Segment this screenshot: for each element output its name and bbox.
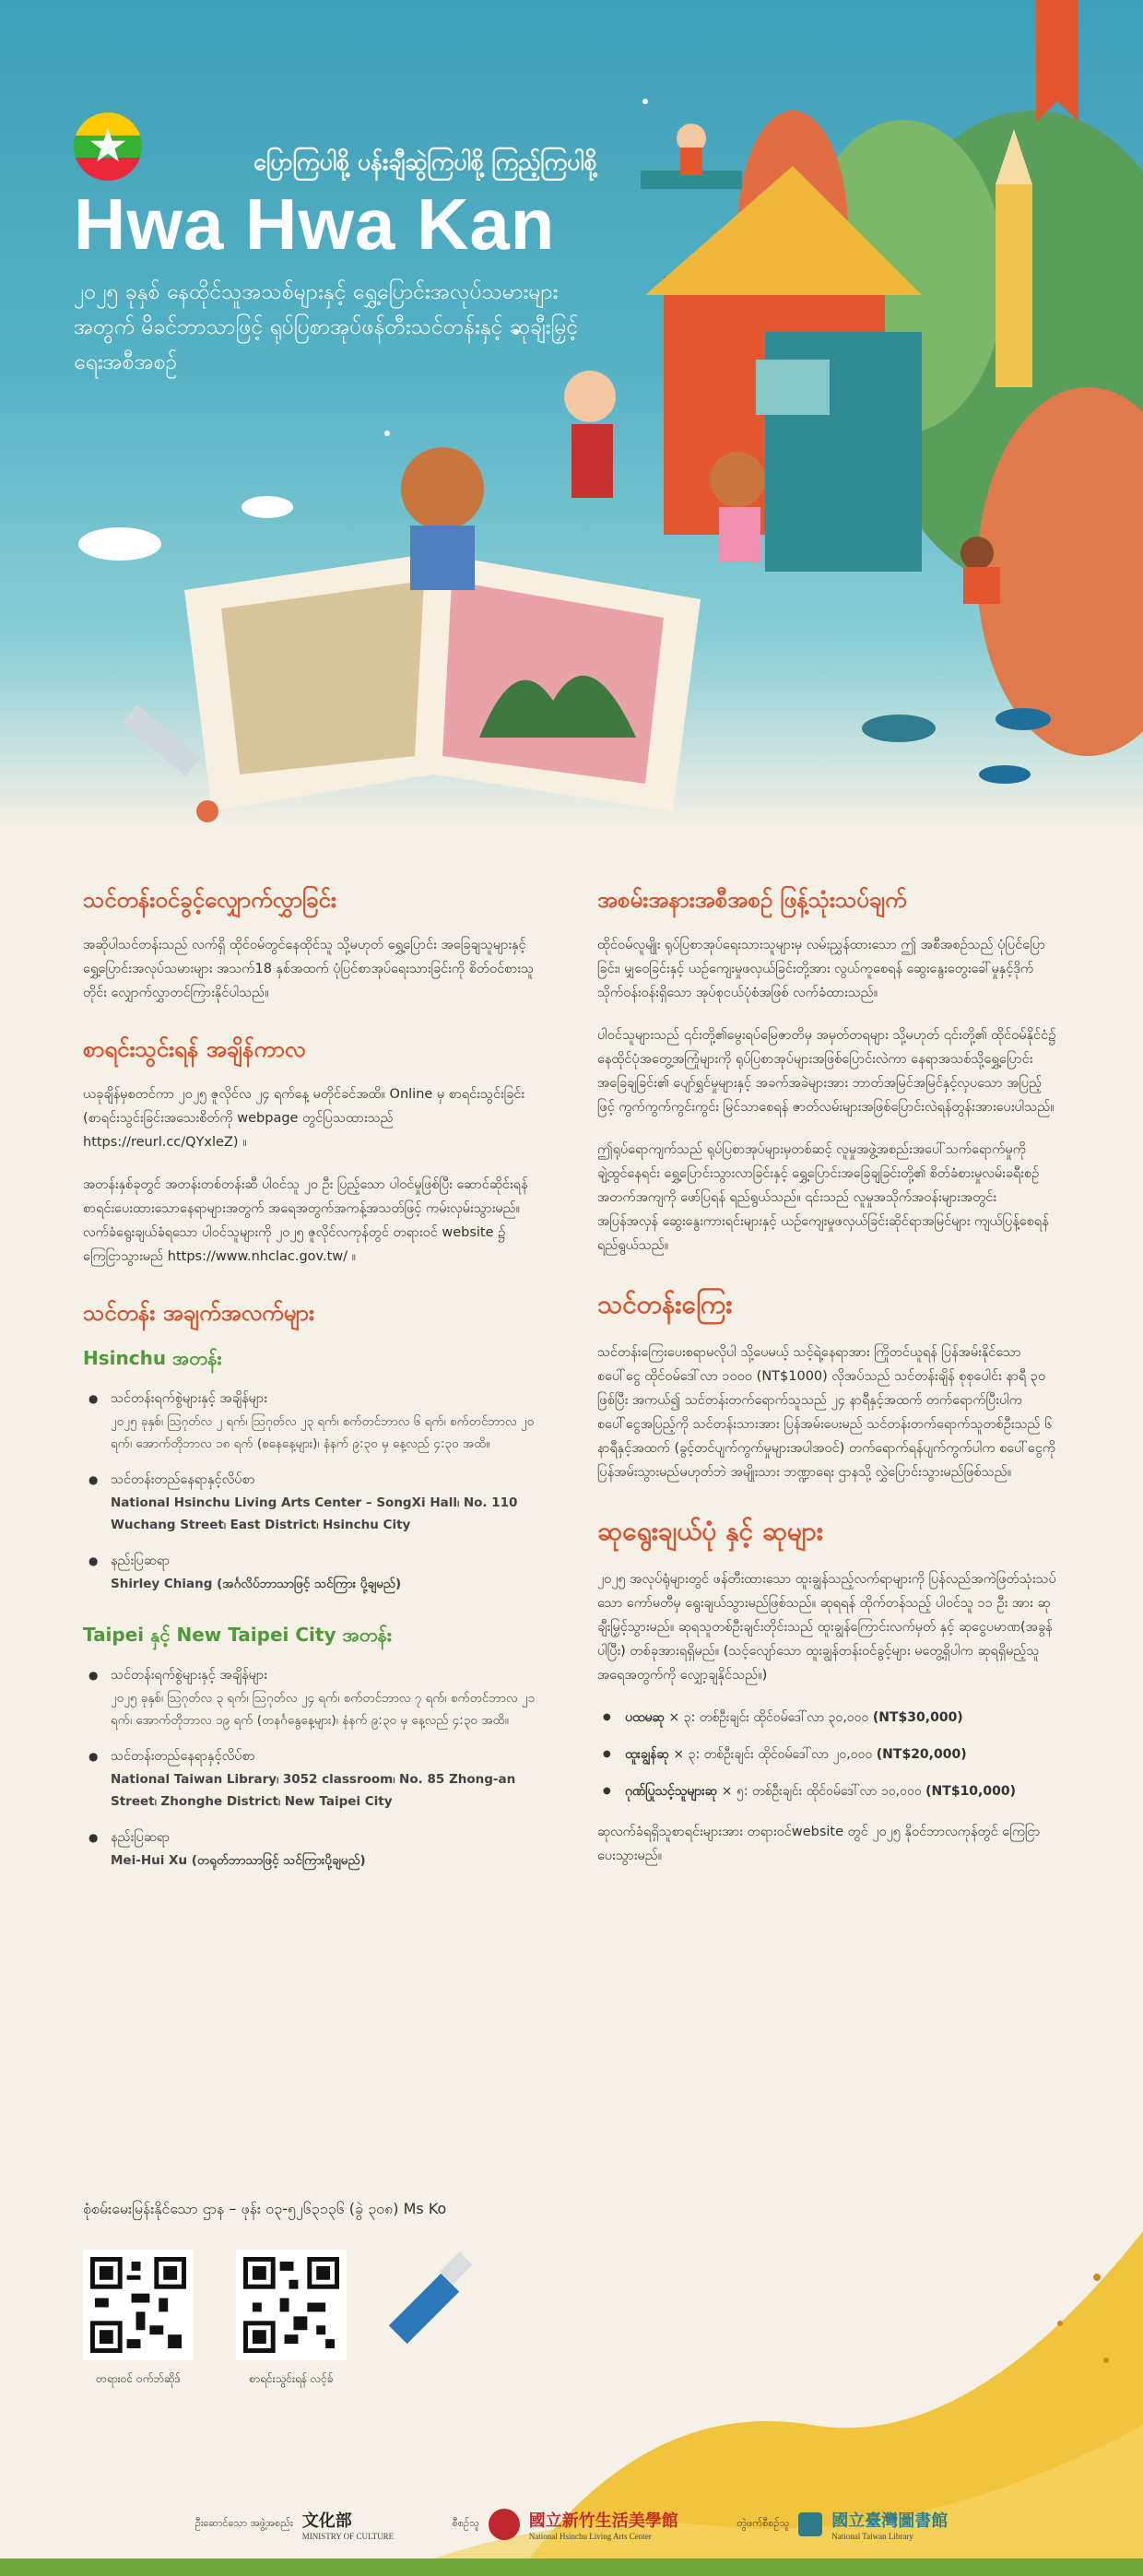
prize-title: ဆုရွေးချယ်ပုံ နှင့် ဆုများ xyxy=(597,1516,823,1546)
host-name: 國立新竹生活美學館 xyxy=(528,2511,678,2531)
slogan: ပြောကြပါစို့ ပန်းချီဆွဲကြပါစို့ ကြည့်ကြပါစို့ xyxy=(253,148,597,175)
prize-name: ပထမဆု xyxy=(625,1710,666,1725)
co-organizer-name: 國立臺灣圖書館 xyxy=(831,2511,949,2531)
plan-text-2: ပါဝင်သူများသည် ၎င်းတို့၏မွေးရပ်မြေဇာတိမှ အမှတ်တရများ သို့မဟုတ် ၎င်းတို့၏ ထိုင်ဝမ်နိုင်ငံ၌ နေထိုင်ပုံအတွေ့အကြုံများကို ရုပ်ပြစာအုပ်များအဖြစ်ပြောင်းလဲကာ နေရာအသစ်သို့ရွှေ့ပြောင်းအခြေချခြင်း၏ ပျော်ရွှင်မှုများနှင့် အခက်အခဲများအား ဘာတ်အမြင်အမြင်နှင့်လှပသော အပြည့်ဖြင့် ကွက်ကွက်ကွင်းကွင်း မြင်သာစေရန် ဇာတ်လမ်းများအဖြစ်ပြောင်းလဲရန်တွန်းအားပေးပါသည်။ xyxy=(597,1028,1056,1115)
bullet-label: ● သင်တန်းရက်စွဲများနှင့် အချိန်များ xyxy=(111,1391,267,1406)
hsinchu-class-title: Hsinchu အတန်း xyxy=(83,1347,222,1369)
plan-title: အစမ်းအနားအစီအစဉ် ဖြန့်သုံးသပ်ချက် xyxy=(597,887,907,913)
registration-text-1: ယခုချိန်မှစတင်ကာ ၂၀၂၅ ဇူလိုင်လ ၂၄ ရက်နေ့ မတိုင်ခင်အထိ။ Online မှ စာရင်းသွင်းခြင်း (စာရင်းသွင်းခြင်းအသေးစိတ်ကို webpage တွင်ပြသထားသည် https://reurl.cc/QYxleZ) ။ xyxy=(83,1087,525,1150)
intro-title: သင်တန်းဝင်ခွင့်လျှောက်လွှာခြင်း xyxy=(83,887,336,913)
bookmark-ribbon xyxy=(1036,0,1078,101)
bullet-value: National Taiwan Library၊ 3052 classroom၊ No. 85 Zhong-an Street၊ Zhonghe District၊ New Taipei City xyxy=(111,1772,516,1809)
prize-result-text: ဆုလက်ခံရရှိသူစာရင်းများအား တရားဝင်website တွင် ၂၀၂၅ နိုဝင်ဘာလကုန်တွင် ကြေငြာပေးသွားမည်။ xyxy=(597,1825,1041,1863)
bullet-value: ၂၀၂၅ ခုနှစ်၊ ဩဂုတ်လ ၃ ရက်၊ ဩဂုတ်လ ၂၄ ရက်၊ စက်တင်ဘာလ ၇ ရက်၊ စက်တင်ဘာလ ၂၁ ရက်၊ အောက်တိုဘာလ ၁၉ ရက် (တနင်္ဂနွေနေ့များ)၊ နံနက် ၉:၃၀ မှ နေ့လည် ၄:၃၀ အထိ။ xyxy=(111,1691,536,1728)
prize-item xyxy=(597,1743,1058,1767)
plan-section xyxy=(597,885,1058,1258)
organizer-logo xyxy=(195,2508,394,2541)
registration-section xyxy=(83,1034,544,1269)
host-label: စီစဉ်သူ xyxy=(452,2516,479,2529)
prize-item xyxy=(597,1706,1058,1730)
prize-text: ၂၀၂၅ အလုပ်ရုံများတွင် ဖန်တီးထားသော ထူးချွန်သည့်လက်ရာများကို ပြန်လည်အကဲဖြတ်သုံးသပ်သော ကော်မတီမှ ရွေးချယ်သွားမည်ဖြစ်သည်။ ဆုရရန် ထိုက်တန်သည့် ပါဝင်သူ ၁၁ ဦး အား ဆုချီးမြှင့်သွားမည်။ ဆုရသူတစ်ဦးချင်းတိုင်းသည် ထူးချွန်ကြောင်းလက်မှတ် နှင့် ဆုငွေပမာဏ(အခွန်ပါပြီး) တစ်ခုအားရရှိမည်။ (သင့်လျော်သော ထူးချွန်တန်းဝင်ခွင့်များ မတွေ့ရှိပါက ဆုရရှိမည့်သူအရေအတွက်ကို လျှော့ချနိုင်သည်။) xyxy=(597,1572,1056,1683)
bullet-label: ● သင်တန်းရက်စွဲများနှင့် အချိန်များ xyxy=(111,1668,267,1683)
prize-section xyxy=(597,1514,1058,1868)
course-title: သင်တန်း အချက်အလက်များ xyxy=(83,1300,315,1326)
qr-pattern xyxy=(243,2257,339,2353)
prize-detail: × ၅: တစ်ဦးချင်း ထိုင်ဝမ်ဒေါ်လာ ၁၀,၀၀၀ xyxy=(717,1784,926,1799)
plan-text-3: ဤရုပ်ရောကျက်သည် ရုပ်ပြစာအုပ်များမှတစ်ဆင့် လူမှုအဖွဲ့အစည်းအပေါ်သက်ရောက်မှုကို ချဲ့ထွင်နေရင်း ရွှေ့ပြောင်းသွားလာခြင်းနှင့် ရွှေ့ပြောင်းအခြေချခြင်းတို့၏ စိတ်ခံစားမှုလမ်းခရီးစဉ်အတက်အကျကို ဖော်ပြရန် ရည်ရွယ်သည်။ ၎င်းသည် လူမှုအသိုက်အဝန်းများအတွင်း အပြန်အလှန် ဆွေးနွေးကားရင်းများနှင့် ယဉ်ကျေးမှုဖလှယ်ခြင်းဆိုင်ရာအမြင်များ ကျယ်ပြန့်စေရန် ရည်ရွယ်သည်။ xyxy=(597,1142,1049,1253)
taipei-dates-item xyxy=(83,1663,544,1731)
host-sub: National Hsinchu Living Arts Center xyxy=(528,2531,652,2541)
bullet-label: ● နည်းပြဆရာ xyxy=(111,1554,171,1568)
prize-name: ဂုဏ်ပြုသင့်သူများဆု xyxy=(625,1784,718,1799)
qr-code-icon[interactable] xyxy=(236,2250,347,2360)
right-column xyxy=(597,885,1058,1897)
myanmar-flag-icon: ★ xyxy=(74,112,142,181)
taipei-instructor-item xyxy=(83,1826,544,1872)
prize-detail: × ၃: တစ်ဦးချင်း ထိုင်ဝမ်ဒေါ်လာ ၃၀,၀၀၀ xyxy=(665,1710,873,1725)
library-emblem-icon xyxy=(798,2512,822,2536)
bullet-value: ၂၀၂၅ ခုနှစ်၊ ဩဂုတ်လ ၂ ရက်၊ ဩဂုတ်လ ၂၃ ရက်၊ စက်တင်ဘာလ ၆ ရက်၊ စက်တင်ဘာလ ၂၀ ရက်၊ အောက်တိုဘာလ ၁၈ ရက် (စနေနေ့များ)၊ နံနက် ၉:၃၀ မှ နေ့လည် ၄:၃၀ အထိ။ xyxy=(111,1414,535,1451)
course-section xyxy=(83,1298,544,1872)
prize-amount: (NT$10,000) xyxy=(925,1784,1016,1799)
intro-section xyxy=(83,885,544,1005)
qr-caption: တရားဝင် ဝက်ဘ်ဆိုဒ် xyxy=(96,2372,181,2385)
host-emblem-icon xyxy=(489,2509,520,2540)
registration-text-2: အတန်းနှစ်ခုတွင် အတန်းတစ်တန်းဆီ ပါဝင်သူ ၂၀ ဦး ပြည့်သော ပါဝင်မှုဖြစ်ပြီး ဆောင်ဆိုင်းရန်စာရင်းပေးထားသောနေရာများအတွက် အရေအတွက်အကန့်အသတ်ဖြင့် ကမ်းလှမ်းသွားမည်။ လက်ခံရွေးချယ်ခံရသော ပါဝင်သူများကို ၂၀၂၅ ဇူလိုင်လကုန်တွင် တရားဝင် website ၌ ကြေငြာသွားမည် https://www.nhclac.gov.tw/ ။ xyxy=(83,1177,528,1264)
qr-pattern xyxy=(90,2257,186,2353)
hero-banner xyxy=(0,0,1143,830)
hsinchu-instructor-item xyxy=(83,1549,544,1595)
hsinchu-dates-item xyxy=(83,1387,544,1455)
registration-title: စာရင်းသွင်းရန် အချိန်ကာလ xyxy=(83,1036,306,1062)
qr-official-site[interactable] xyxy=(83,2250,194,2388)
footer-sponsors xyxy=(0,2489,1143,2558)
prize-name: ထူးချွန်ဆု xyxy=(625,1747,669,1762)
organizer-sub: MINISTRY OF CULTURE xyxy=(301,2531,395,2541)
host-logo xyxy=(453,2508,678,2541)
prize-amount: (NT$30,000) xyxy=(872,1710,963,1725)
bullet-label: ● သင်တန်းတည်နေရာနှင့်လိပ်စာ xyxy=(111,1472,255,1487)
bullet-value: Mei-Hui Xu (တရုတ်ဘာသာဖြင့် သင်ကြားပို့ချမည်) xyxy=(111,1853,366,1868)
taipei-venue-item xyxy=(83,1744,544,1813)
co-organizer-sub: National Taiwan Library xyxy=(831,2531,913,2541)
footer-bar xyxy=(0,2558,1143,2576)
hsinchu-venue-item xyxy=(83,1468,544,1536)
bullet-label: ● နည်းပြဆရာ xyxy=(111,1830,171,1845)
page-subtitle: ၂၀၂၅ ခုနှစ် နေထိုင်သူအသစ်များနှင့် ရွှေ့ပြောင်းအလုပ်သမားများအတွက် မိခင်ဘာသာဖြင့် ရုပ်ပြစာအုပ်ဖန်တီးသင်တန်းနှင့် ဆုချီးမြှင့်ရေးအစီအစဉ် xyxy=(74,280,579,374)
organizer-name: 文化部 xyxy=(301,2511,352,2531)
fee-text: သင်တန်းကြေးပေးစရာမလိုပါ သို့ပေမယ့် သင့်ရဲ့နေရာအား ကြိုတင်ယူရန် ပြန်အမ်းနိုင်သော စပေါ်ငွေ ထိုင်ဝမ်ဒေါ်လာ ၁၀၀၀ (NT$1000) လိုအပ်သည် သင်တန်းချိန် စုစုပေါင်း နာရီ ၃၀ ဖြစ်ပြီး အကယ်၍ သင်တန်းတက်ရောက်သူသည် ၂၄ နာရီနှင့်အထက် တက်ရောက်ပြီးပါက စပေါ်ငွေအပြည့်ကို သင်တန်းသားအား ပြန်အမ်းပေးမည် သင်တန်းတက်ရောက်သူတစ်ဦးသည် ၆ နာရီနှင့်အထက် (ခွင့်တင်ပျက်ကွက်မှုများအပါအဝင်) တက်ရောက်ရန်ပျက်ကွက်ပါက စပေါ်ငွေကို ပြန်အမ်းသွားမည်မဟုတ်ဘဲ အမျိုးသား ဘဏ္ဍာရေး ဌာနသို့ လွှဲပြောင်းသွားမည်ဖြစ်သည်။ xyxy=(597,1345,1056,1480)
bullet-value: National Hsinchu Living Arts Center – SongXi Hall၊ No. 110 Wuchang Street၊ East District၊ Hsinchu City xyxy=(111,1495,518,1532)
co-organizer-label: တွဲဖက်စီစဉ်သူ xyxy=(736,2516,790,2529)
fee-section xyxy=(597,1287,1058,1484)
contact-info: စုံစမ်းမေးမြန်းနိုင်သော ဌာန – ဖုန်း ၀၃-၅၂၆၃၁၃၆ (ခွဲ ၃၀၈) Ms Ko xyxy=(83,2200,447,2217)
co-organizer-logo xyxy=(736,2508,948,2541)
qr-code-icon[interactable] xyxy=(83,2250,194,2360)
plan-text-1: ထိုင်ဝမ်လူမျိုး ရုပ်ပြစာအုပ်ရေးသားသူများမှ လမ်းညွှန်ထားသော ဤ အစီအစဉ်သည် ပုံပြင်ပြောခြင်း၊ မျှဝေခြင်းနှင့် ယဉ်ကျေးမှုဖလှယ်ခြင်းတို့အား လွယ်ကူစေရန် ဆွေးနွေးတွေးခေါ်မှုနှင့်ဒိုက်သိုက်ဝန်းဝန်းရှိသော အုပ်စုငယ်ပုံစံအဖြစ် လက်ခံထားသည်။ xyxy=(597,938,1046,1000)
page-title: Hwa Hwa Kan xyxy=(74,183,556,265)
bullet-label: ● သင်တန်းတည်နေရာနှင့်လိပ်စာ xyxy=(111,1749,255,1764)
prize-amount: (NT$20,000) xyxy=(876,1747,967,1762)
organizer-label: ဦးဆောင်သော အဖွဲ့အစည်း xyxy=(194,2516,293,2529)
taipei-class-title: Taipei နှင့် New Taipei City အတန်း xyxy=(83,1624,392,1646)
fee-title: သင်တန်းကြေး xyxy=(597,1289,733,1319)
prize-detail: × ၃: တစ်ဦးချင်း ထိုင်ဝမ်ဒေါ်လာ ၂၀,၀၀၀ xyxy=(668,1747,877,1762)
prize-item xyxy=(597,1779,1058,1803)
intro-text: အဆိုပါသင်တန်းသည် လက်ရှိ ထိုင်ဝမ်တွင်နေထိုင်သူ သို့မဟုတ် ရွှေ့ပြောင်း အခြေချသူများနှင့် ရွှေ့ပြောင်းအလုပ်သမားများ အသက်18 နှစ်အထက် ပုံပြင်စာအုပ်ရေးသားခြင်းကို စိတ်ဝင်စားသူတိုင်း လျှောက်လွှာတင်ကြားနိုင်ပါသည်။ xyxy=(83,938,534,1000)
hero-illustration xyxy=(0,0,1143,830)
left-column xyxy=(83,885,544,1901)
qr-caption: စာရင်းသွင်းရန် လင့်ခ် xyxy=(249,2372,334,2385)
qr-registration-link[interactable] xyxy=(236,2250,347,2388)
bullet-value: Shirley Chiang (အင်္ဂလိပ်ဘာသာဖြင့် သင်ကြား ပို့ချမည်) xyxy=(111,1577,402,1591)
